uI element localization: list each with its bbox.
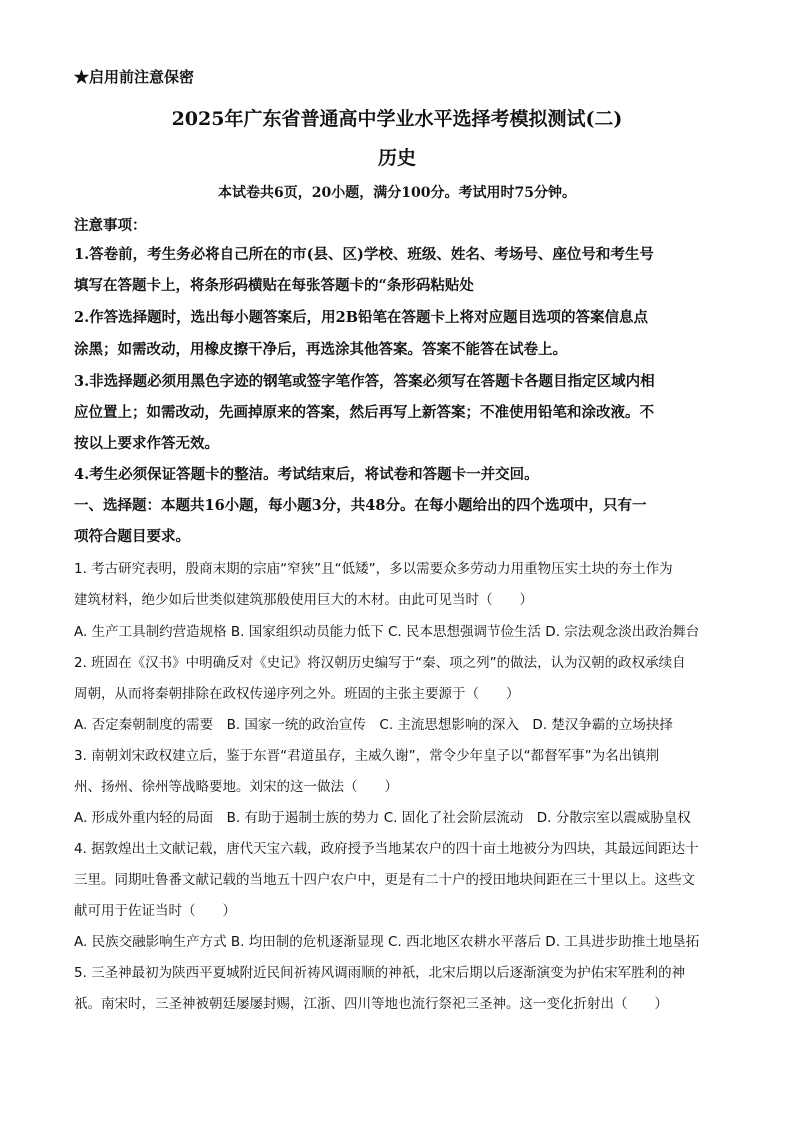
question-text: 州、扬州、徐州等战略要地。刘宋的这一做法（ ） [74, 779, 398, 795]
instruction-line: 应位置上；如需改动，先画掉原来的答案，然后再写上新答案；不准使用铅笔和涂改液。不 [74, 404, 654, 421]
page-title: 2025年广东省普通高中学业水平选择考模拟测试(二) [171, 108, 623, 130]
question-text: 献可用于佐证当时（ ） [74, 903, 236, 919]
question-text: 3. 南朝刘宋政权建立后，鉴于东晋“君道虽存，主威久谢”，常令少年皇子以“都督军事”为名出镇荆 [74, 748, 660, 764]
confidential-notice: ★启用前注意保密 [74, 68, 195, 86]
exam-meta: 本试卷共6页，20小题，满分100分。考试用时75分钟。 [218, 185, 576, 201]
instruction-line: 1.答卷前，考生务必将自己所在的市(县、区)学校、班级、姓名、考场号、座位号和考生号 [74, 246, 654, 263]
question-options: A. 否定秦朝制度的需要 B. 国家一统的政治宣传 C. 主流思想影响的深入 D. 楚汉争霸的立场抉择 [74, 717, 673, 733]
question-text: 4. 据敦煌出土文献记载，唐代天宝六载，政府授予当地某农户的四十亩土地被分为四块，其最远间距达十 [74, 841, 699, 857]
question-text: 2. 班固在《汉书》中明确反对《史记》将汉朝历史编写于“秦、项之列”的做法，认为汉朝的政权承续自 [74, 655, 686, 671]
section-heading: 项符合题目要求。 [74, 528, 190, 545]
instruction-line: 3.非选择题必须用黑色字迹的钢笔或签字笔作答，答案必须写在答题卡各题目指定区域内相 [74, 373, 655, 390]
question-text: 周朝，从而将秦朝排除在政权传递序列之外。班固的主张主要源于（ ） [74, 686, 520, 702]
section-heading: 一、选择题：本题共16小题，每小题3分，共48分。在每小题给出的四个选项中，只有一 [74, 497, 647, 514]
question-text: 祇。南宋时，三圣神被朝廷屡屡封赐，江浙、四川等地也流行祭祀三圣神。这一变化折射出（ ） [74, 996, 668, 1012]
instruction-line: 4.考生必须保证答题卡的整洁。考试结束后，将试卷和答题卡一并交回。 [74, 466, 539, 483]
instruction-line: 填写在答题卡上，将条形码横贴在每张答题卡的“条形码粘贴处 [74, 277, 474, 294]
instruction-line: 2.作答选择题时，选出每小题答案后，用2B铅笔在答题卡上将对应题目选项的答案信息点 [74, 309, 648, 326]
question-text: 1. 考古研究表明，殷商末期的宗庙“窄狭”且“低矮”，多以需要众多劳动力用重物压实土块的夯土作为 [74, 561, 673, 577]
question-text: 5. 三圣神最初为陕西平夏城附近民间祈祷风调雨顺的神祇，北宋后期以后逐渐演变为护佑宋军胜利的神 [74, 965, 686, 981]
subject-title: 历史 [377, 147, 416, 169]
question-options: A. 生产工具制约营造规格 B. 国家组织动员能力低下 C. 民本思想强调节俭生活 D. 宗法观念淡出政治舞台 [74, 624, 700, 640]
question-text: 建筑材料，绝少如后世类似建筑那般使用巨大的木材。由此可见当时（ ） [74, 592, 533, 608]
instructions-heading: 注意事项： [74, 217, 147, 234]
question-options: A. 形成外重内轻的局面 B. 有助于遏制士族的势力 C. 固化了社会阶层流动 D. 分散宗室以震威胁皇权 [74, 810, 691, 826]
question-options: A. 民族交融影响生产方式 B. 均田制的危机逐渐显现 C. 西北地区农耕水平落后 D. 工具进步助推土地垦拓 [74, 934, 700, 950]
instruction-line: 按以上要求作答无效。 [74, 435, 219, 452]
instruction-line: 涂黑；如需改动，用橡皮擦干净后，再选涂其他答案。答案不能答在试卷上。 [74, 341, 567, 358]
question-text: 三里。同期吐鲁番文献记载的当地五十四户农户中，更是有二十户的授田地块间距在三十里以上。这些文 [74, 872, 695, 888]
